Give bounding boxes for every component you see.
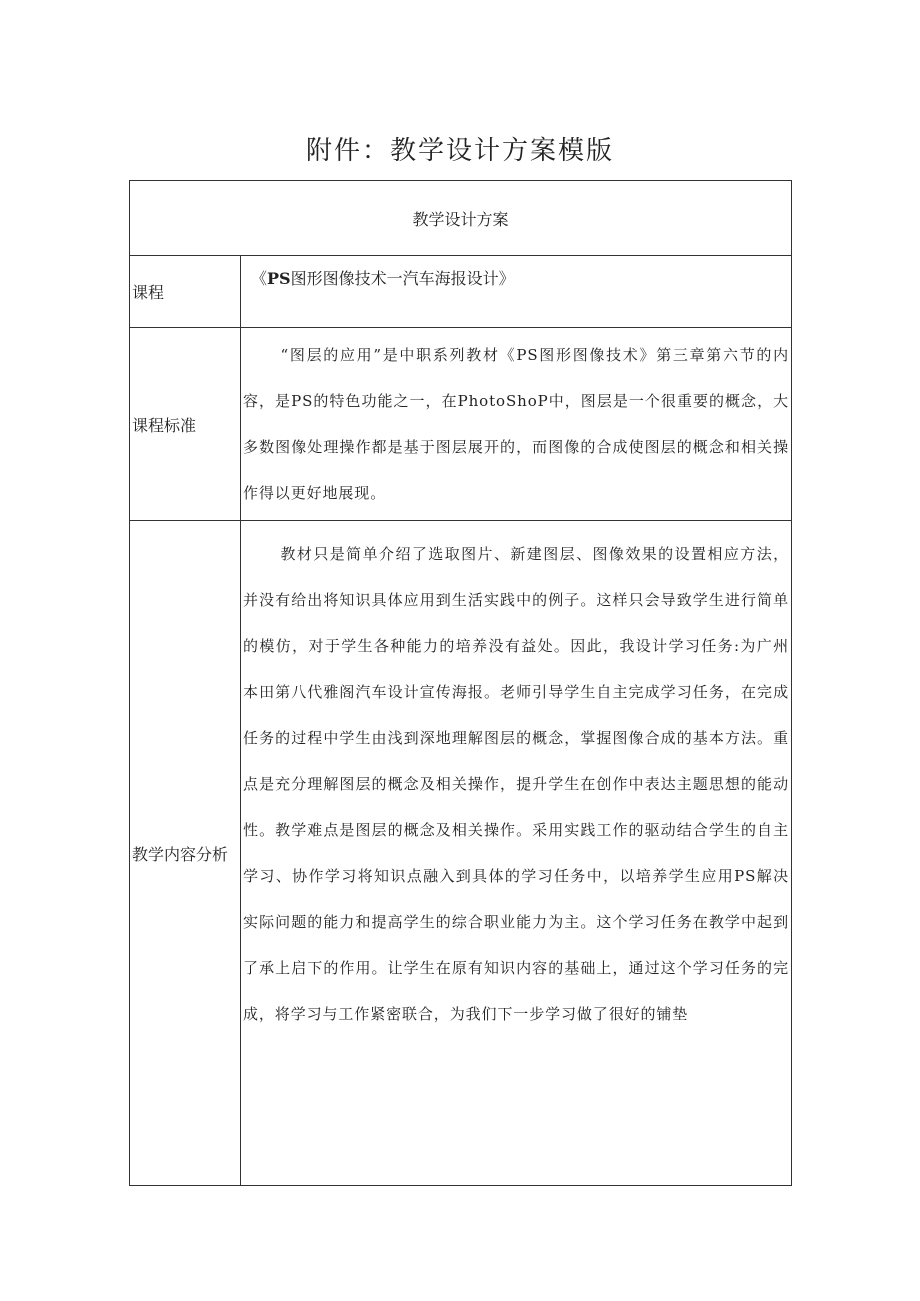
table-header-row: [130, 181, 792, 256]
course-value: [241, 256, 792, 328]
page-title: 附件：教学设计方案模版: [305, 136, 614, 166]
analysis-label: 教学内容分析: [130, 521, 241, 1186]
analysis-text-cell: [241, 521, 792, 1186]
course-rest: 图形图像技术一汽车海报设计》: [290, 269, 515, 288]
table-row: [130, 328, 792, 521]
table-row: [130, 256, 792, 328]
standard-text: “图层的应用”是中职系列教材《PS图形图像技术》第三章第六节的内容，是PS的特色功能之一，在PhotoShoP中，图层是一个很重要的概念，大多数图像处理操作都是基于图层展开的，而图像的合成使图层的概念和相关操作得以更好地展现。: [243, 346, 790, 502]
table-header: 教学设计方案: [130, 181, 792, 256]
table-row: [130, 521, 792, 1186]
standard-label: 课程标准: [130, 328, 241, 521]
course-prefix: 《: [251, 269, 268, 288]
course-ps: PS: [267, 269, 291, 288]
standard-text-cell: [241, 328, 792, 521]
teaching-design-table: [129, 180, 792, 1186]
analysis-text: 教材只是简单介绍了选取图片、新建图层、图像效果的设置相应方法，并没有给出将知识具体应用到生活实践中的例子。这样只会导致学生进行简单的模仿，对于学生各种能力的培养没有益处。因此，我设计学习任务:为广州本田第八代雅阁汽车设计宣传海报。老师引导学生自主完成学习任务，在完成任务的过程中学生由浅到深地理解图层的概念，掌握图像合成的基本方法。重点是充分理解图层的概念及相关操作，提升学生在创作中表达主题思想的能动性。教学难点是图层的概念及相关操作。采用实践工作的驱动结合学生的自主学习、协作学习将知识点融入到具体的学习任务中，以培养学生应用PS解决实际问题的能力和提高学生的综合职业能力为主。这个学习任务在教学中起到了承上启下的作用。让学生在原有知识内容的基础上，通过这个学习任务的完成，将学习与工作紧密联合，为我们下一步学习做了很好的铺垫: [243, 545, 790, 1023]
course-label: 课程: [130, 256, 241, 328]
